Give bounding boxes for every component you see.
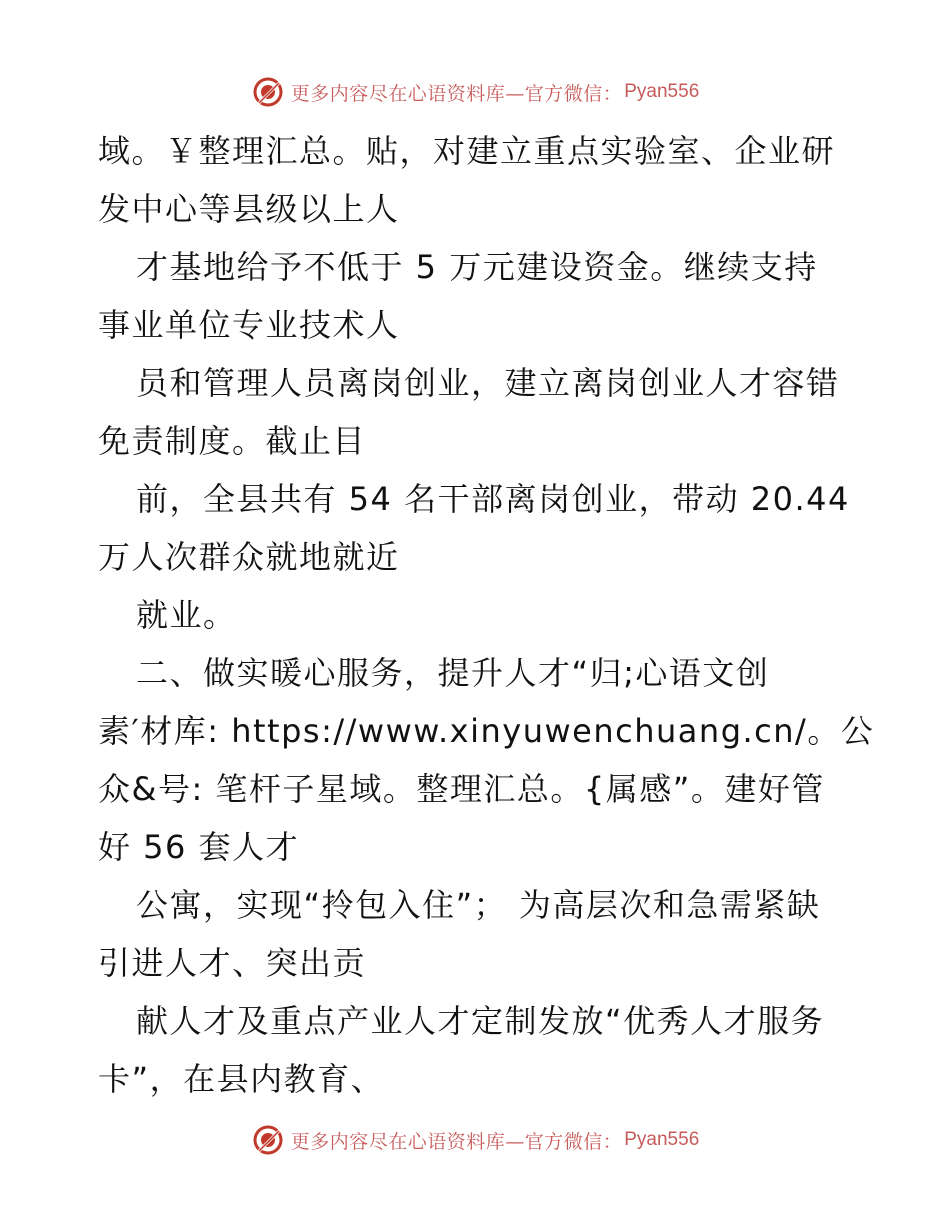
banner-text: 更多内容尽在心语资料库—官方微信： (290, 1130, 623, 1153)
footer-banner (0, 1120, 950, 1160)
text-line: 卡”，在县内教育、 (98, 1060, 385, 1098)
wechat-id: Pyan556 (624, 81, 700, 102)
text-line: 域。￥整理汇总。贴，对建立重点实验室、企业研 (98, 132, 836, 170)
text-line: 免责制度。截止目 (98, 422, 367, 460)
text-line: 事业单位专业技术人 (98, 306, 400, 344)
wechat-id: Pyan556 (624, 1129, 700, 1150)
text-line: 发中心等县级以上人 (98, 190, 400, 228)
seal-logo-icon (251, 75, 285, 109)
text-line: 素′材库: https://www.xinyuwenchuang.cn/。公 (98, 712, 875, 750)
document-body (98, 122, 875, 1108)
text-line: 万人次群众就地就近 (98, 538, 400, 576)
text-line: 众&号: 笔杆子星域。整理汇总。{属感”。建好管 (98, 770, 825, 808)
seal-logo-icon (251, 1123, 285, 1157)
text-line: 就业。 (136, 596, 237, 634)
text-line: 员和管理人员离岗创业，建立离岗创业人才容错 (136, 364, 840, 402)
text-line: 前，全县共有 54 名干部离岗创业，带动 20.44 (136, 480, 850, 518)
header-banner (0, 72, 950, 112)
text-line: 二、做实暖心服务，提升人才“归;心语文创 (136, 654, 770, 692)
text-line: 好 56 套人才 (98, 828, 300, 866)
banner-text: 更多内容尽在心语资料库—官方微信： (290, 82, 623, 105)
text-line: 才基地给予不低于 5 万元建设资金。继续支持 (136, 248, 818, 286)
text-line: 公寓，实现“拎包入住”； 为高层次和急需紧缺 (136, 886, 821, 924)
text-line: 献人才及重点产业人才定制发放“优秀人才服务 (136, 1002, 825, 1040)
text-line: 引进人才、突出贡 (98, 944, 367, 982)
